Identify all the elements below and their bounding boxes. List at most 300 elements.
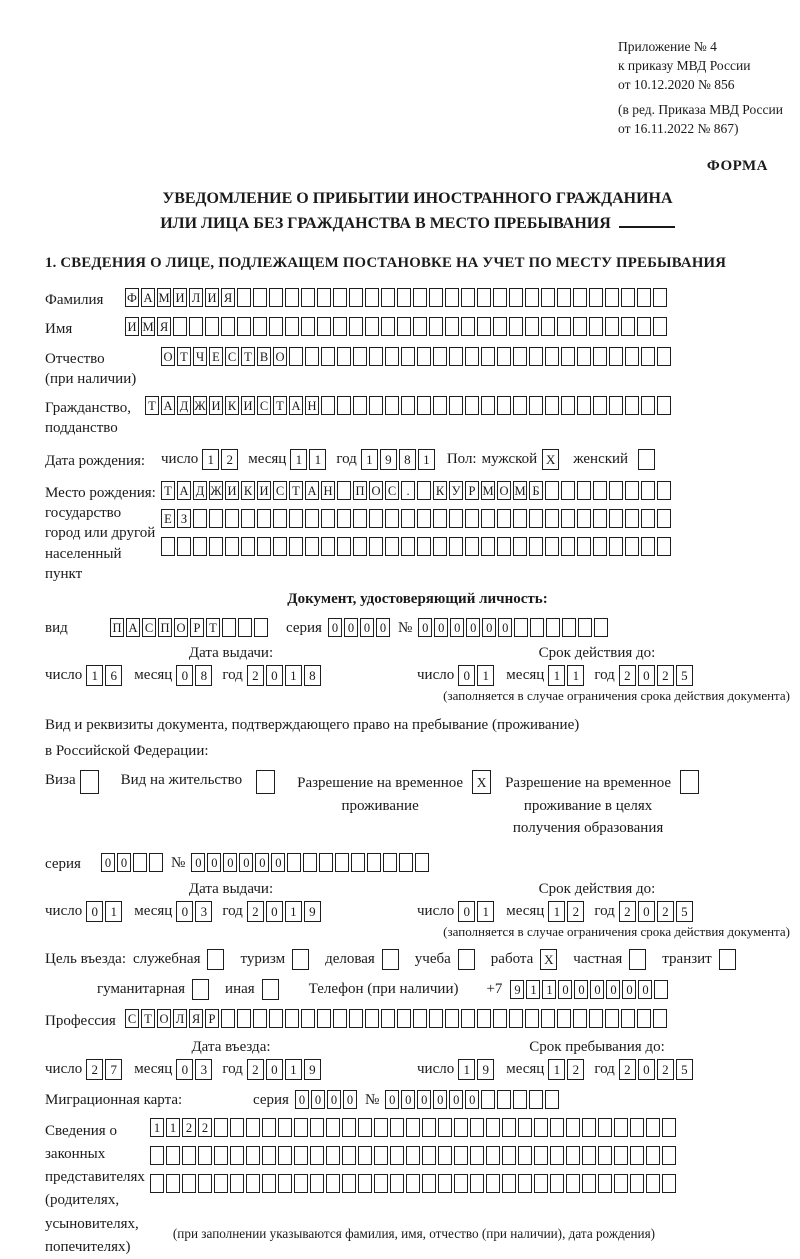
form-cell[interactable]: 0 — [458, 901, 475, 922]
form-cell[interactable] — [401, 347, 415, 366]
form-cell[interactable] — [385, 396, 399, 415]
form-cell[interactable] — [680, 770, 699, 794]
form-cell[interactable] — [593, 509, 607, 528]
form-cell[interactable] — [310, 1174, 324, 1193]
form-cell[interactable]: 0 — [360, 618, 374, 637]
form-cell[interactable] — [381, 1009, 395, 1028]
form-cell[interactable] — [589, 317, 603, 336]
form-cell[interactable] — [310, 1118, 324, 1137]
form-cell[interactable] — [513, 396, 527, 415]
form-cell[interactable]: О — [161, 347, 175, 366]
form-cell[interactable] — [417, 347, 431, 366]
form-cell[interactable] — [641, 347, 655, 366]
form-cell[interactable]: 8 — [195, 665, 212, 686]
form-cell[interactable] — [477, 288, 491, 307]
form-cell[interactable]: 0 — [418, 618, 432, 637]
form-cell[interactable]: 0 — [638, 901, 655, 922]
form-cell[interactable] — [273, 537, 287, 556]
form-cell[interactable] — [529, 537, 543, 556]
form-cell[interactable]: 0 — [176, 901, 193, 922]
form-cell[interactable]: К — [225, 396, 239, 415]
form-cell[interactable] — [365, 317, 379, 336]
form-cell[interactable] — [326, 1174, 340, 1193]
form-cell[interactable] — [605, 288, 619, 307]
form-cell[interactable] — [481, 1090, 495, 1109]
form-cell[interactable] — [481, 537, 495, 556]
form-cell[interactable] — [161, 537, 175, 556]
form-cell[interactable] — [173, 317, 187, 336]
form-cell[interactable] — [278, 1174, 292, 1193]
form-cell[interactable] — [593, 396, 607, 415]
form-cell[interactable] — [429, 317, 443, 336]
form-cell[interactable] — [385, 509, 399, 528]
form-cell[interactable]: 1 — [202, 449, 219, 470]
form-cell[interactable]: 0 — [606, 980, 620, 999]
form-cell[interactable]: 0 — [311, 1090, 325, 1109]
form-cell[interactable]: 1 — [290, 449, 307, 470]
form-cell[interactable] — [301, 317, 315, 336]
form-cell[interactable]: И — [257, 481, 271, 500]
form-cell[interactable] — [262, 1146, 276, 1165]
form-cell[interactable] — [253, 317, 267, 336]
form-cell[interactable]: 2 — [657, 665, 674, 686]
form-cell[interactable] — [470, 1174, 484, 1193]
form-cell[interactable] — [422, 1118, 436, 1137]
form-cell[interactable] — [230, 1118, 244, 1137]
form-cell[interactable] — [289, 347, 303, 366]
form-cell[interactable]: Т — [241, 347, 255, 366]
form-cell[interactable] — [594, 618, 608, 637]
form-cell[interactable] — [573, 317, 587, 336]
form-cell[interactable] — [214, 1146, 228, 1165]
form-cell[interactable]: 1 — [548, 665, 565, 686]
form-cell[interactable]: 0 — [295, 1090, 309, 1109]
form-cell[interactable]: Т — [289, 481, 303, 500]
form-cell[interactable]: 3 — [195, 901, 212, 922]
form-cell[interactable]: 2 — [619, 1059, 636, 1080]
form-cell[interactable]: С — [225, 347, 239, 366]
form-cell[interactable] — [653, 288, 667, 307]
form-cell[interactable] — [541, 1009, 555, 1028]
form-cell[interactable] — [289, 509, 303, 528]
form-cell[interactable]: О — [273, 347, 287, 366]
form-cell[interactable] — [541, 288, 555, 307]
form-cell[interactable]: 6 — [105, 665, 122, 686]
form-cell[interactable] — [230, 1146, 244, 1165]
form-cell[interactable]: 1 — [309, 449, 326, 470]
form-cell[interactable] — [382, 949, 399, 970]
form-cell[interactable] — [358, 1146, 372, 1165]
form-cell[interactable] — [415, 853, 429, 872]
form-cell[interactable] — [577, 481, 591, 500]
form-cell[interactable] — [192, 979, 209, 1000]
form-cell[interactable]: X — [472, 770, 491, 794]
form-cell[interactable] — [513, 509, 527, 528]
form-cell[interactable]: 1 — [477, 665, 494, 686]
form-cell[interactable] — [256, 770, 275, 794]
form-cell[interactable] — [262, 979, 279, 1000]
form-cell[interactable] — [253, 1009, 267, 1028]
form-cell[interactable] — [625, 396, 639, 415]
form-cell[interactable]: 2 — [567, 1059, 584, 1080]
form-cell[interactable] — [449, 396, 463, 415]
form-cell[interactable] — [198, 1174, 212, 1193]
form-cell[interactable] — [209, 537, 223, 556]
form-cell[interactable] — [326, 1118, 340, 1137]
form-cell[interactable] — [449, 509, 463, 528]
form-cell[interactable]: 0 — [86, 901, 103, 922]
form-cell[interactable] — [529, 396, 543, 415]
form-cell[interactable]: М — [141, 317, 155, 336]
form-cell[interactable]: 9 — [380, 449, 397, 470]
form-cell[interactable]: Е — [209, 347, 223, 366]
form-cell[interactable]: Л — [173, 1009, 187, 1028]
form-cell[interactable]: З — [177, 509, 191, 528]
form-cell[interactable] — [433, 347, 447, 366]
form-cell[interactable] — [534, 1174, 548, 1193]
form-cell[interactable] — [193, 509, 207, 528]
form-cell[interactable]: 0 — [466, 618, 480, 637]
form-cell[interactable]: 0 — [385, 1090, 399, 1109]
form-cell[interactable] — [383, 853, 397, 872]
form-cell[interactable] — [445, 288, 459, 307]
form-cell[interactable] — [582, 1146, 596, 1165]
form-cell[interactable] — [292, 949, 309, 970]
form-cell[interactable] — [562, 618, 576, 637]
form-cell[interactable] — [566, 1174, 580, 1193]
form-cell[interactable]: М — [157, 288, 171, 307]
form-cell[interactable]: 0 — [558, 980, 572, 999]
form-cell[interactable]: 0 — [465, 1090, 479, 1109]
form-cell[interactable] — [333, 1009, 347, 1028]
form-cell[interactable] — [294, 1146, 308, 1165]
form-cell[interactable] — [246, 1174, 260, 1193]
form-cell[interactable]: 0 — [622, 980, 636, 999]
form-cell[interactable]: А — [141, 288, 155, 307]
form-cell[interactable] — [654, 980, 668, 999]
form-cell[interactable] — [458, 949, 475, 970]
form-cell[interactable] — [577, 396, 591, 415]
form-cell[interactable]: С — [142, 618, 156, 637]
form-cell[interactable] — [493, 317, 507, 336]
form-cell[interactable] — [641, 481, 655, 500]
form-cell[interactable] — [513, 1090, 527, 1109]
form-cell[interactable]: 0 — [207, 853, 221, 872]
form-cell[interactable] — [237, 1009, 251, 1028]
form-cell[interactable] — [621, 288, 635, 307]
form-cell[interactable]: Р — [465, 481, 479, 500]
form-cell[interactable]: 0 — [433, 1090, 447, 1109]
form-cell[interactable]: С — [257, 396, 271, 415]
form-cell[interactable] — [486, 1118, 500, 1137]
form-cell[interactable]: 0 — [417, 1090, 431, 1109]
form-cell[interactable]: 2 — [567, 901, 584, 922]
form-cell[interactable] — [497, 509, 511, 528]
form-cell[interactable]: С — [273, 481, 287, 500]
form-cell[interactable] — [629, 949, 646, 970]
form-cell[interactable] — [465, 537, 479, 556]
form-cell[interactable] — [465, 509, 479, 528]
form-cell[interactable] — [525, 1009, 539, 1028]
form-cell[interactable] — [257, 509, 271, 528]
form-cell[interactable]: 0 — [266, 665, 283, 686]
form-cell[interactable] — [621, 1009, 635, 1028]
form-cell[interactable] — [305, 509, 319, 528]
form-cell[interactable] — [390, 1146, 404, 1165]
form-cell[interactable] — [454, 1174, 468, 1193]
form-cell[interactable]: Т — [145, 396, 159, 415]
form-cell[interactable] — [198, 1146, 212, 1165]
form-cell[interactable] — [653, 317, 667, 336]
form-cell[interactable]: 9 — [510, 980, 524, 999]
form-cell[interactable] — [413, 1009, 427, 1028]
form-cell[interactable] — [417, 396, 431, 415]
form-cell[interactable] — [287, 853, 301, 872]
form-cell[interactable]: Р — [190, 618, 204, 637]
form-cell[interactable] — [246, 1146, 260, 1165]
form-cell[interactable] — [433, 396, 447, 415]
form-cell[interactable] — [518, 1146, 532, 1165]
form-cell[interactable] — [534, 1118, 548, 1137]
form-cell[interactable]: 1 — [526, 980, 540, 999]
form-cell[interactable] — [317, 317, 331, 336]
form-cell[interactable] — [390, 1118, 404, 1137]
form-cell[interactable]: 1 — [105, 901, 122, 922]
form-cell[interactable] — [550, 1146, 564, 1165]
form-cell[interactable] — [529, 1090, 543, 1109]
form-cell[interactable]: И — [205, 288, 219, 307]
form-cell[interactable] — [221, 1009, 235, 1028]
form-cell[interactable] — [641, 509, 655, 528]
form-cell[interactable] — [222, 618, 236, 637]
form-cell[interactable]: Я — [157, 317, 171, 336]
form-cell[interactable] — [525, 317, 539, 336]
form-cell[interactable]: 0 — [117, 853, 131, 872]
form-cell[interactable]: 9 — [304, 1059, 321, 1080]
form-cell[interactable] — [582, 1118, 596, 1137]
form-cell[interactable]: П — [158, 618, 172, 637]
form-cell[interactable] — [365, 1009, 379, 1028]
form-cell[interactable]: 2 — [247, 1059, 264, 1080]
form-cell[interactable] — [497, 396, 511, 415]
form-cell[interactable] — [381, 288, 395, 307]
form-cell[interactable] — [638, 449, 655, 470]
form-cell[interactable] — [149, 853, 163, 872]
form-cell[interactable] — [417, 481, 431, 500]
form-cell[interactable] — [609, 537, 623, 556]
form-cell[interactable] — [621, 317, 635, 336]
form-cell[interactable]: 2 — [182, 1118, 196, 1137]
form-cell[interactable] — [470, 1118, 484, 1137]
form-cell[interactable] — [545, 537, 559, 556]
form-cell[interactable] — [429, 288, 443, 307]
form-cell[interactable] — [493, 288, 507, 307]
form-cell[interactable] — [401, 537, 415, 556]
form-cell[interactable]: Т — [206, 618, 220, 637]
form-cell[interactable] — [335, 853, 349, 872]
form-cell[interactable] — [225, 509, 239, 528]
form-cell[interactable] — [614, 1118, 628, 1137]
form-cell[interactable] — [417, 509, 431, 528]
form-cell[interactable] — [214, 1118, 228, 1137]
form-cell[interactable] — [550, 1174, 564, 1193]
form-cell[interactable] — [454, 1146, 468, 1165]
form-cell[interactable] — [614, 1174, 628, 1193]
form-cell[interactable] — [509, 317, 523, 336]
form-cell[interactable]: 0 — [239, 853, 253, 872]
form-cell[interactable] — [413, 317, 427, 336]
form-cell[interactable]: 5 — [676, 1059, 693, 1080]
form-cell[interactable] — [209, 509, 223, 528]
form-cell[interactable] — [657, 396, 671, 415]
form-cell[interactable]: Д — [177, 396, 191, 415]
form-cell[interactable] — [413, 288, 427, 307]
form-cell[interactable] — [529, 347, 543, 366]
form-cell[interactable] — [438, 1118, 452, 1137]
form-cell[interactable] — [449, 537, 463, 556]
form-cell[interactable]: М — [481, 481, 495, 500]
form-cell[interactable] — [237, 317, 251, 336]
form-cell[interactable] — [609, 396, 623, 415]
form-cell[interactable] — [609, 509, 623, 528]
form-cell[interactable] — [646, 1174, 660, 1193]
form-cell[interactable] — [598, 1146, 612, 1165]
form-cell[interactable] — [529, 509, 543, 528]
form-cell[interactable]: X — [540, 949, 557, 970]
form-cell[interactable]: Н — [305, 396, 319, 415]
form-cell[interactable] — [399, 853, 413, 872]
form-cell[interactable]: П — [110, 618, 124, 637]
form-cell[interactable]: 0 — [266, 901, 283, 922]
form-cell[interactable] — [397, 288, 411, 307]
form-cell[interactable] — [189, 317, 203, 336]
form-cell[interactable]: А — [177, 481, 191, 500]
form-cell[interactable] — [351, 853, 365, 872]
form-cell[interactable]: 1 — [548, 901, 565, 922]
form-cell[interactable]: Я — [221, 288, 235, 307]
form-cell[interactable] — [477, 317, 491, 336]
form-cell[interactable]: 9 — [477, 1059, 494, 1080]
form-cell[interactable] — [337, 509, 351, 528]
form-cell[interactable]: 1 — [548, 1059, 565, 1080]
form-cell[interactable] — [449, 347, 463, 366]
form-cell[interactable]: 0 — [271, 853, 285, 872]
form-cell[interactable]: 7 — [105, 1059, 122, 1080]
form-cell[interactable] — [253, 288, 267, 307]
form-cell[interactable]: С — [385, 481, 399, 500]
form-cell[interactable]: 1 — [285, 901, 302, 922]
form-cell[interactable] — [530, 618, 544, 637]
form-cell[interactable] — [369, 396, 383, 415]
form-cell[interactable] — [557, 1009, 571, 1028]
form-cell[interactable] — [662, 1146, 676, 1165]
form-cell[interactable] — [525, 288, 539, 307]
form-cell[interactable]: А — [126, 618, 140, 637]
form-cell[interactable]: 0 — [458, 665, 475, 686]
form-cell[interactable] — [561, 396, 575, 415]
form-cell[interactable]: 0 — [638, 665, 655, 686]
form-cell[interactable] — [497, 1090, 511, 1109]
form-cell[interactable] — [182, 1174, 196, 1193]
form-cell[interactable] — [385, 347, 399, 366]
form-cell[interactable] — [401, 509, 415, 528]
form-cell[interactable] — [337, 537, 351, 556]
form-cell[interactable]: 0 — [327, 1090, 341, 1109]
form-cell[interactable] — [481, 509, 495, 528]
form-cell[interactable]: Б — [529, 481, 543, 500]
form-cell[interactable] — [637, 288, 651, 307]
form-cell[interactable] — [349, 317, 363, 336]
form-cell[interactable]: О — [497, 481, 511, 500]
form-cell[interactable]: А — [289, 396, 303, 415]
form-cell[interactable]: . — [401, 481, 415, 500]
form-cell[interactable]: Т — [161, 481, 175, 500]
form-cell[interactable] — [333, 317, 347, 336]
form-cell[interactable] — [317, 288, 331, 307]
form-cell[interactable] — [422, 1174, 436, 1193]
form-cell[interactable] — [502, 1174, 516, 1193]
form-cell[interactable] — [561, 509, 575, 528]
form-cell[interactable] — [502, 1118, 516, 1137]
form-cell[interactable] — [321, 509, 335, 528]
form-cell[interactable] — [557, 317, 571, 336]
form-cell[interactable] — [358, 1118, 372, 1137]
form-cell[interactable] — [573, 288, 587, 307]
form-cell[interactable] — [497, 347, 511, 366]
form-cell[interactable] — [653, 1009, 667, 1028]
form-cell[interactable] — [465, 347, 479, 366]
form-cell[interactable]: О — [369, 481, 383, 500]
form-cell[interactable] — [566, 1118, 580, 1137]
form-cell[interactable]: 1 — [542, 980, 556, 999]
form-cell[interactable] — [445, 317, 459, 336]
form-cell[interactable]: 8 — [304, 665, 321, 686]
form-cell[interactable] — [133, 853, 147, 872]
form-cell[interactable] — [321, 537, 335, 556]
form-cell[interactable] — [269, 288, 283, 307]
form-cell[interactable]: 0 — [223, 853, 237, 872]
form-cell[interactable] — [214, 1174, 228, 1193]
form-cell[interactable] — [241, 537, 255, 556]
form-cell[interactable] — [166, 1174, 180, 1193]
form-cell[interactable] — [225, 537, 239, 556]
form-cell[interactable] — [545, 396, 559, 415]
form-cell[interactable]: 0 — [101, 853, 115, 872]
form-cell[interactable] — [657, 509, 671, 528]
form-cell[interactable] — [605, 1009, 619, 1028]
form-cell[interactable]: Ч — [193, 347, 207, 366]
form-cell[interactable]: 1 — [285, 1059, 302, 1080]
form-cell[interactable]: 2 — [247, 665, 264, 686]
form-cell[interactable]: X — [542, 449, 559, 470]
form-cell[interactable] — [719, 949, 736, 970]
form-cell[interactable] — [461, 1009, 475, 1028]
form-cell[interactable]: 0 — [590, 980, 604, 999]
form-cell[interactable]: О — [174, 618, 188, 637]
form-cell[interactable]: 0 — [401, 1090, 415, 1109]
form-cell[interactable] — [557, 288, 571, 307]
form-cell[interactable]: И — [225, 481, 239, 500]
form-cell[interactable] — [305, 347, 319, 366]
form-cell[interactable]: 2 — [86, 1059, 103, 1080]
form-cell[interactable]: Я — [189, 1009, 203, 1028]
form-cell[interactable]: 1 — [458, 1059, 475, 1080]
form-cell[interactable] — [269, 317, 283, 336]
form-cell[interactable]: 2 — [221, 449, 238, 470]
form-cell[interactable]: Т — [141, 1009, 155, 1028]
form-cell[interactable]: 9 — [304, 901, 321, 922]
form-cell[interactable] — [657, 537, 671, 556]
